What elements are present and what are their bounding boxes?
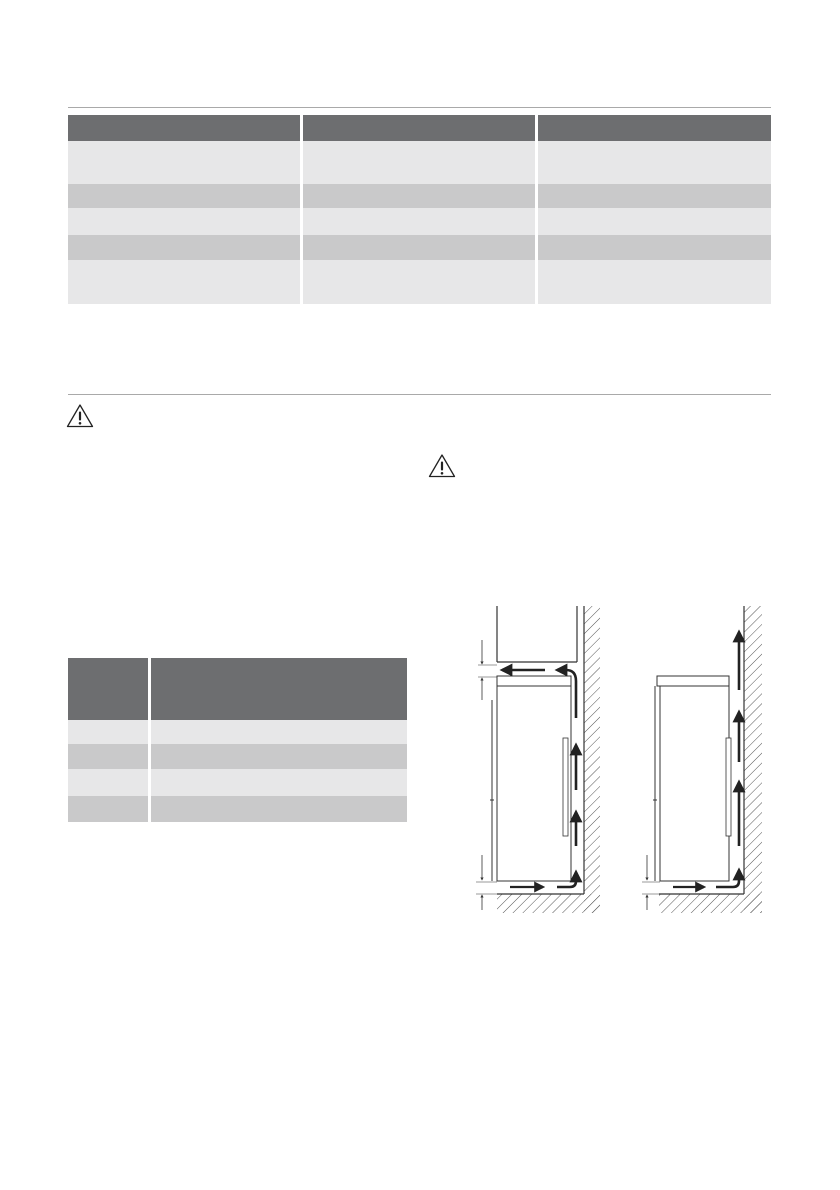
ventilation-diagram-svg: [462, 600, 772, 920]
ventilation-diagram: [462, 600, 772, 920]
table-header-cell: [68, 658, 148, 720]
top-table: [68, 115, 771, 304]
table-cell: [68, 720, 148, 744]
table-header-row: [68, 658, 407, 720]
table-cell: [68, 184, 300, 208]
top-section-rule: [68, 107, 771, 108]
table-header-cell: [151, 658, 407, 720]
table-cell: [151, 744, 407, 769]
table-cell: [68, 744, 148, 769]
table-row: [68, 184, 771, 208]
table-cell: [151, 796, 407, 822]
table-row: [68, 208, 771, 235]
table-cell: [68, 141, 300, 184]
table-header-cell: [538, 115, 771, 141]
table-cell: [68, 796, 148, 822]
table-row: [68, 141, 771, 184]
table-row: [68, 720, 407, 744]
free-standing-diagram: [642, 606, 762, 913]
table-cell: [303, 184, 535, 208]
table-cell: [151, 769, 407, 796]
warning-triangle-icon: [428, 453, 456, 478]
table-header-row: [68, 115, 771, 141]
table-cell: [303, 260, 535, 304]
table-header-cell: [68, 115, 300, 141]
table-cell: [151, 720, 407, 744]
warning-triangle-icon: [66, 403, 94, 428]
table-row: [68, 744, 407, 769]
table-cell: [538, 184, 771, 208]
table-cell: [303, 208, 535, 235]
table-cell: [538, 235, 771, 260]
table-cell: [68, 235, 300, 260]
table-cell: [303, 141, 535, 184]
table-cell: [68, 769, 148, 796]
table-cell: [538, 208, 771, 235]
table-cell: [538, 141, 771, 184]
table-row: [68, 769, 407, 796]
table-cell: [68, 208, 300, 235]
table-cell: [303, 235, 535, 260]
table-row: [68, 260, 771, 304]
section-rule: [68, 394, 771, 395]
small-table: [68, 658, 407, 822]
table-header-cell: [303, 115, 535, 141]
table-row: [68, 796, 407, 822]
table-cell: [538, 260, 771, 304]
table-row: [68, 235, 771, 260]
table-cell: [68, 260, 300, 304]
cabinet-installation-diagram: [476, 606, 600, 913]
